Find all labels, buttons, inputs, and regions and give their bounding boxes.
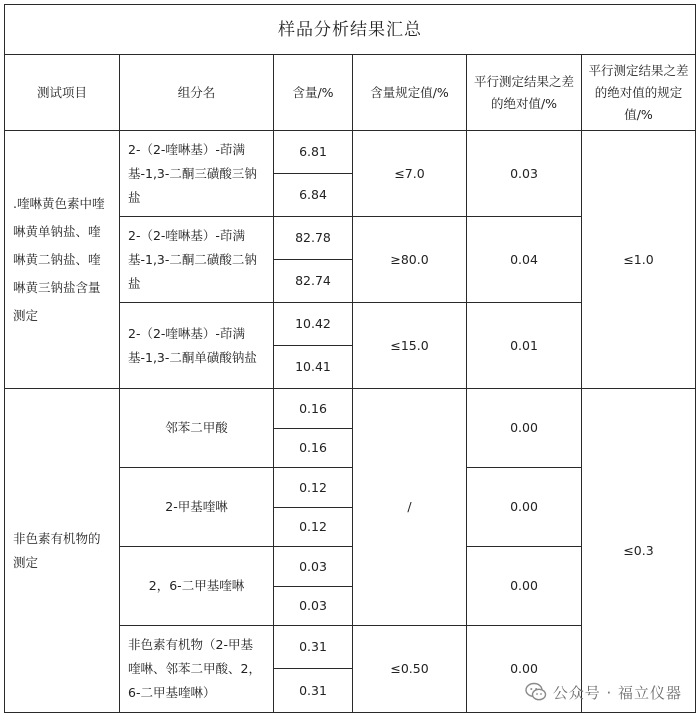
group1-item bbox=[4, 130, 120, 389]
group1-item-text: .喹啉黄色素中喹啉黄单钠盐、喹啉黄二钠盐、喹啉黄三钠盐含量测定 bbox=[13, 195, 105, 323]
header-component: 组分名 bbox=[119, 54, 274, 131]
header-diff-spec: 平行测定结果之差的绝对值的规定值/% bbox=[581, 54, 696, 131]
group2-item bbox=[4, 388, 120, 713]
group1-row2-spec: ≥80.0 bbox=[352, 216, 467, 303]
group2-row4-content-a: 0.31 bbox=[273, 625, 353, 669]
group2-row3-diff: 0.00 bbox=[466, 546, 582, 626]
group2-row4-spec: ≤0.50 bbox=[352, 625, 467, 713]
results-table bbox=[4, 4, 696, 713]
group1-row3-spec: ≤15.0 bbox=[352, 302, 467, 389]
group1-row3-content-a: 10.42 bbox=[273, 302, 353, 346]
group1-row2-content-a: 82.78 bbox=[273, 216, 353, 260]
group1-row3-diff: 0.01 bbox=[466, 302, 582, 389]
group2-spec-shared: / bbox=[352, 388, 467, 626]
wechat-icon bbox=[525, 681, 547, 703]
group2-row2-content-a: 0.12 bbox=[273, 467, 353, 508]
header-content: 含量/% bbox=[273, 54, 353, 131]
group1-row2-diff: 0.04 bbox=[466, 216, 582, 303]
header-item: 测试项目 bbox=[4, 54, 120, 131]
group2-diff-spec: ≤0.3 bbox=[581, 388, 696, 713]
group2-row1-component: 邻苯二甲酸 bbox=[119, 388, 274, 468]
group1-row2-component: 2-（2-喹啉基）-茚满基-1,3-二酮二磺酸二钠盐 bbox=[119, 216, 274, 303]
group2-row3-component: 2，6-二甲基喹啉 bbox=[119, 546, 274, 626]
group1-row1-content-b: 6.84 bbox=[273, 173, 353, 217]
group1-diff-spec: ≤1.0 bbox=[581, 130, 696, 389]
group2-row1-content-a: 0.16 bbox=[273, 388, 353, 429]
group1-row1-content-a: 6.81 bbox=[273, 130, 353, 174]
header-spec: 含量规定值/% bbox=[352, 54, 467, 131]
watermark bbox=[525, 681, 682, 703]
group2-row2-diff: 0.00 bbox=[466, 467, 582, 547]
group2-row3-content-a: 0.03 bbox=[273, 546, 353, 587]
group2-row2-content-b: 0.12 bbox=[273, 507, 353, 547]
group2-row4-diff: 0.00 bbox=[466, 625, 582, 713]
header-diff: 平行测定结果之差的绝对值/% bbox=[466, 54, 582, 131]
group2-row2-component: 2-甲基喹啉 bbox=[119, 467, 274, 547]
group2-row1-content-b: 0.16 bbox=[273, 428, 353, 468]
group2-row3-content-b: 0.03 bbox=[273, 586, 353, 626]
group2-row1-diff: 0.00 bbox=[466, 388, 582, 468]
group2-row4-component: 非色素有机物（2-甲基喹啉、邻苯二甲酸、2，6-二甲基喹啉） bbox=[119, 625, 274, 713]
group1-row1-spec: ≤7.0 bbox=[352, 130, 467, 217]
watermark-text: 公众号 · 福立仪器 bbox=[552, 683, 682, 702]
group1-row1-diff: 0.03 bbox=[466, 130, 582, 217]
group2-row4-content-b: 0.31 bbox=[273, 668, 353, 713]
group1-row2-content-b: 82.74 bbox=[273, 259, 353, 303]
group1-row3-component: 2-（2-喹啉基）-茚满基-1,3-二酮单磺酸钠盐 bbox=[119, 302, 274, 389]
group1-row3-content-b: 10.41 bbox=[273, 345, 353, 389]
group1-row1-component: 2-（2-喹啉基）-茚满基-1,3-二酮三磺酸三钠盐 bbox=[119, 130, 274, 217]
group2-item-text: 非色素有机物的测定 bbox=[13, 530, 101, 570]
table-title: 样品分析结果汇总 bbox=[4, 4, 696, 55]
